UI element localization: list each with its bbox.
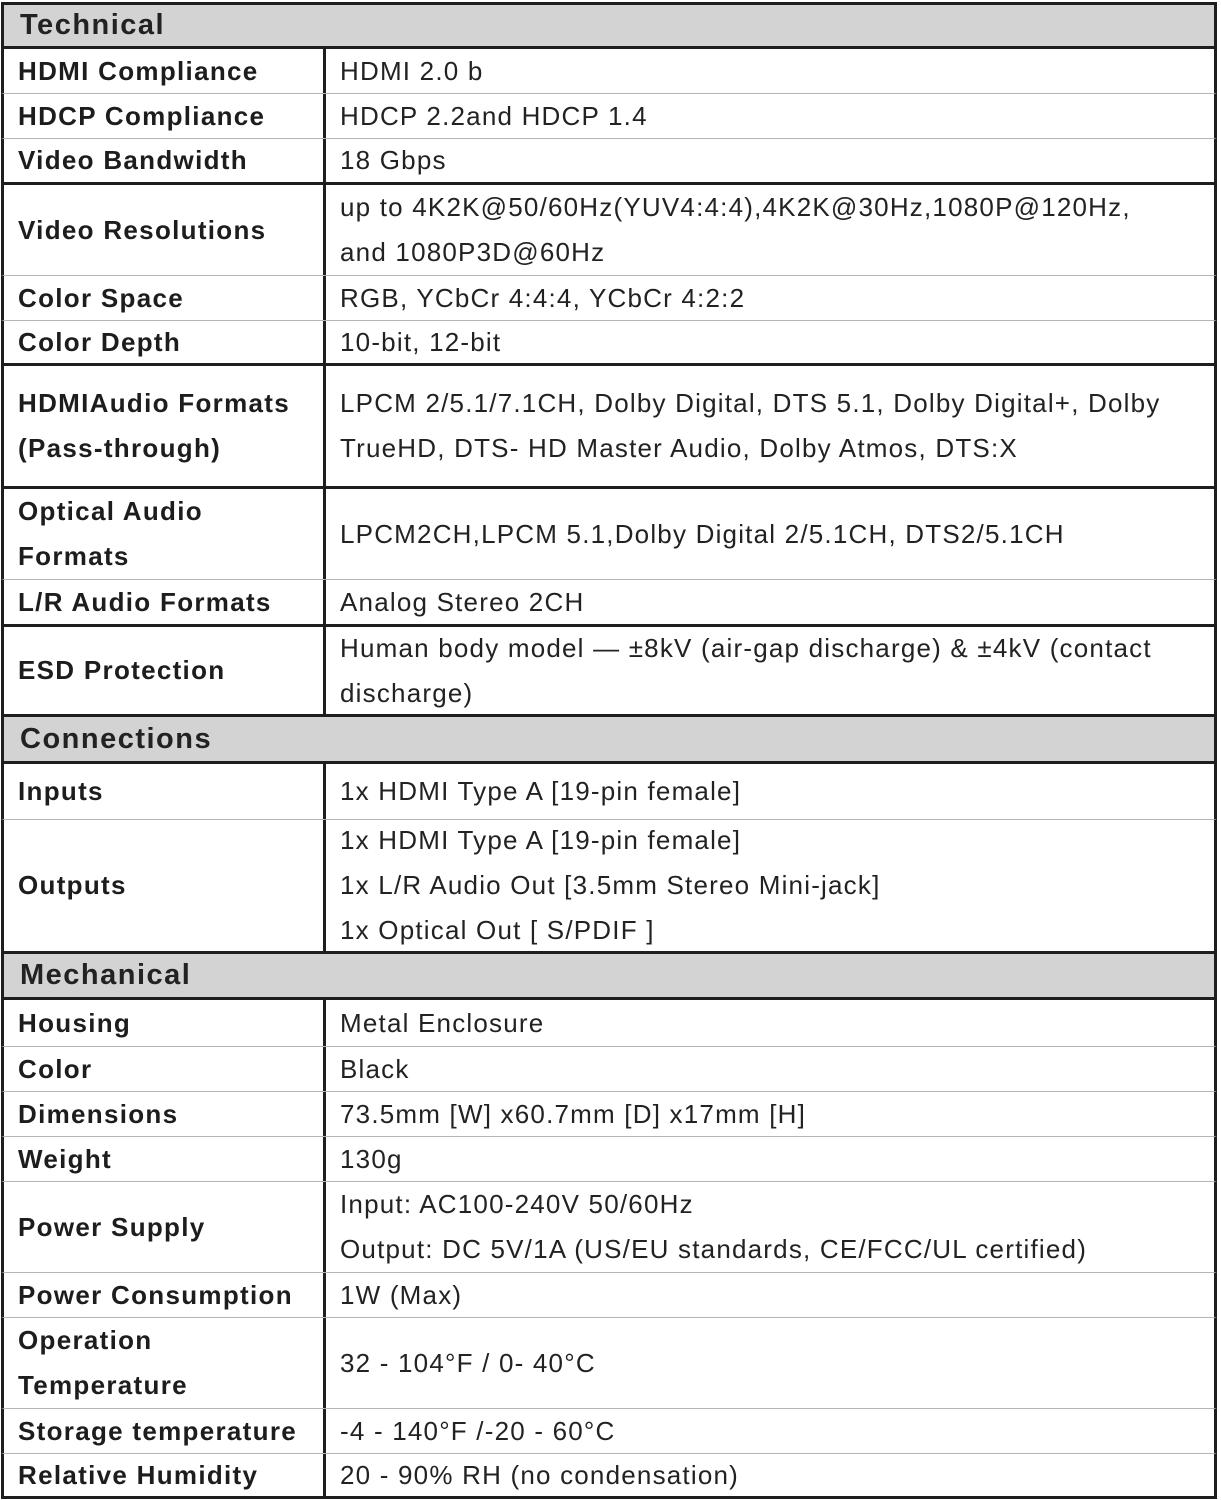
section-title: Mechanical — [20, 959, 192, 991]
spec-label: Dimensions — [4, 1092, 326, 1136]
spec-value: -4 - 140°F /-20 - 60°C — [340, 1415, 616, 1446]
spec-label: Storage temperature — [4, 1409, 326, 1453]
spec-label: L/R Audio Formats — [4, 580, 326, 624]
spec-value: Input: AC100-240V 50/60Hz Output: DC 5V/1A (US/EU standards, CE/FCC/UL certified) — [340, 1189, 1088, 1264]
spec-row-hdmi-compliance — [1, 49, 1217, 94]
spec-value: LPCM 2/5.1/7.1CH, Dolby Digital, DTS 5.1, Dolby Digital+, Dolby TrueHD, DTS- HD Master Audio, Dolby Atmos, DTS:X — [340, 388, 1161, 463]
spec-row-hdcp-compliance — [1, 94, 1217, 139]
section-title: Connections — [20, 722, 213, 755]
spec-label: Color Depth — [4, 321, 326, 363]
spec-label: Color Space — [4, 276, 326, 320]
spec-row-storage-temperature — [1, 1409, 1217, 1454]
spec-row-color-space — [1, 276, 1217, 321]
spec-label: Housing — [4, 1000, 326, 1046]
spec-value: 20 - 90% RH (no condensation) — [340, 1459, 740, 1490]
spec-label: Power Supply — [4, 1182, 326, 1272]
spec-row-relative-humidity — [1, 1454, 1217, 1499]
spec-row-power-consumption — [1, 1273, 1217, 1318]
spec-row-power-supply — [1, 1182, 1217, 1273]
spec-label: ESD Protection — [4, 627, 326, 714]
section-header-technical — [1, 2, 1217, 49]
spec-value: Analog Stereo 2CH — [340, 586, 585, 617]
spec-value: 32 - 104°F / 0- 40°C — [340, 1347, 596, 1378]
spec-value: 1x HDMI Type A [19-pin female] — [340, 776, 742, 806]
spec-row-operation-temperature — [1, 1318, 1217, 1409]
spec-row-video-bandwidth — [1, 139, 1217, 185]
spec-value: up to 4K2K@50/60Hz(YUV4:4:4),4K2K@30Hz,1080P@120Hz, and 1080P3D@60Hz — [340, 192, 1131, 267]
spec-value: 18 Gbps — [340, 145, 447, 175]
section-title: Technical — [20, 9, 166, 41]
spec-row-outputs — [1, 820, 1217, 954]
spec-label: HDMIAudio Formats (Pass-through) — [4, 366, 326, 486]
spec-label: Relative Humidity — [4, 1454, 326, 1496]
spec-value: Black — [340, 1053, 410, 1084]
spec-label: Weight — [4, 1137, 326, 1181]
spec-label: Power Consumption — [4, 1273, 326, 1317]
spec-value: LPCM2CH,LPCM 5.1,Dolby Digital 2/5.1CH, DTS2/5.1CH — [340, 518, 1065, 549]
spec-row-inputs — [1, 764, 1217, 820]
spec-row-lr-audio-formats — [1, 580, 1217, 627]
spec-value: 10-bit, 12-bit — [340, 326, 502, 357]
spec-label: HDCP Compliance — [4, 94, 326, 138]
spec-row-housing — [1, 1000, 1217, 1047]
spec-row-color-depth — [1, 321, 1217, 366]
spec-label: HDMI Compliance — [4, 49, 326, 93]
spec-row-video-resolutions — [1, 185, 1217, 276]
spec-value: RGB, YCbCr 4:4:4, YCbCr 4:2:2 — [340, 282, 746, 313]
section-header-mechanical — [1, 954, 1217, 1000]
section-header-connections — [1, 717, 1217, 764]
spec-label: Inputs — [4, 764, 326, 819]
spec-value: 1W (Max) — [340, 1279, 463, 1310]
spec-value: 73.5mm [W] x60.7mm [D] x17mm [H] — [340, 1098, 807, 1129]
spec-value: HDCP 2.2and HDCP 1.4 — [340, 100, 648, 131]
spec-label: Optical Audio Formats — [4, 489, 326, 579]
spec-row-optical-audio-formats — [1, 489, 1217, 580]
spec-row-esd-protection — [1, 627, 1217, 717]
spec-value: Metal Enclosure — [340, 1007, 545, 1038]
spec-label: Operation Temperature — [4, 1318, 326, 1408]
spec-label: Video Bandwidth — [4, 139, 326, 182]
spec-label: Video Resolutions — [4, 185, 326, 275]
spec-label: Outputs — [4, 820, 326, 951]
spec-row-dimensions — [1, 1092, 1217, 1137]
spec-row-hdmi-audio-formats — [1, 366, 1217, 489]
spec-label: Color — [4, 1047, 326, 1091]
spec-value: 130g — [340, 1143, 403, 1174]
spec-value: Human body model — ±8kV (air-gap discharge) & ±4kV (contact discharge) — [340, 632, 1152, 708]
spec-row-weight — [1, 1137, 1217, 1182]
spec-row-color — [1, 1047, 1217, 1092]
spec-value: 1x HDMI Type A [19-pin female] 1x L/R Audio Out [3.5mm Stereo Mini-jack] 1x Optical Out [ S/PDIF ] — [340, 825, 881, 945]
spec-value: HDMI 2.0 b — [340, 55, 484, 86]
